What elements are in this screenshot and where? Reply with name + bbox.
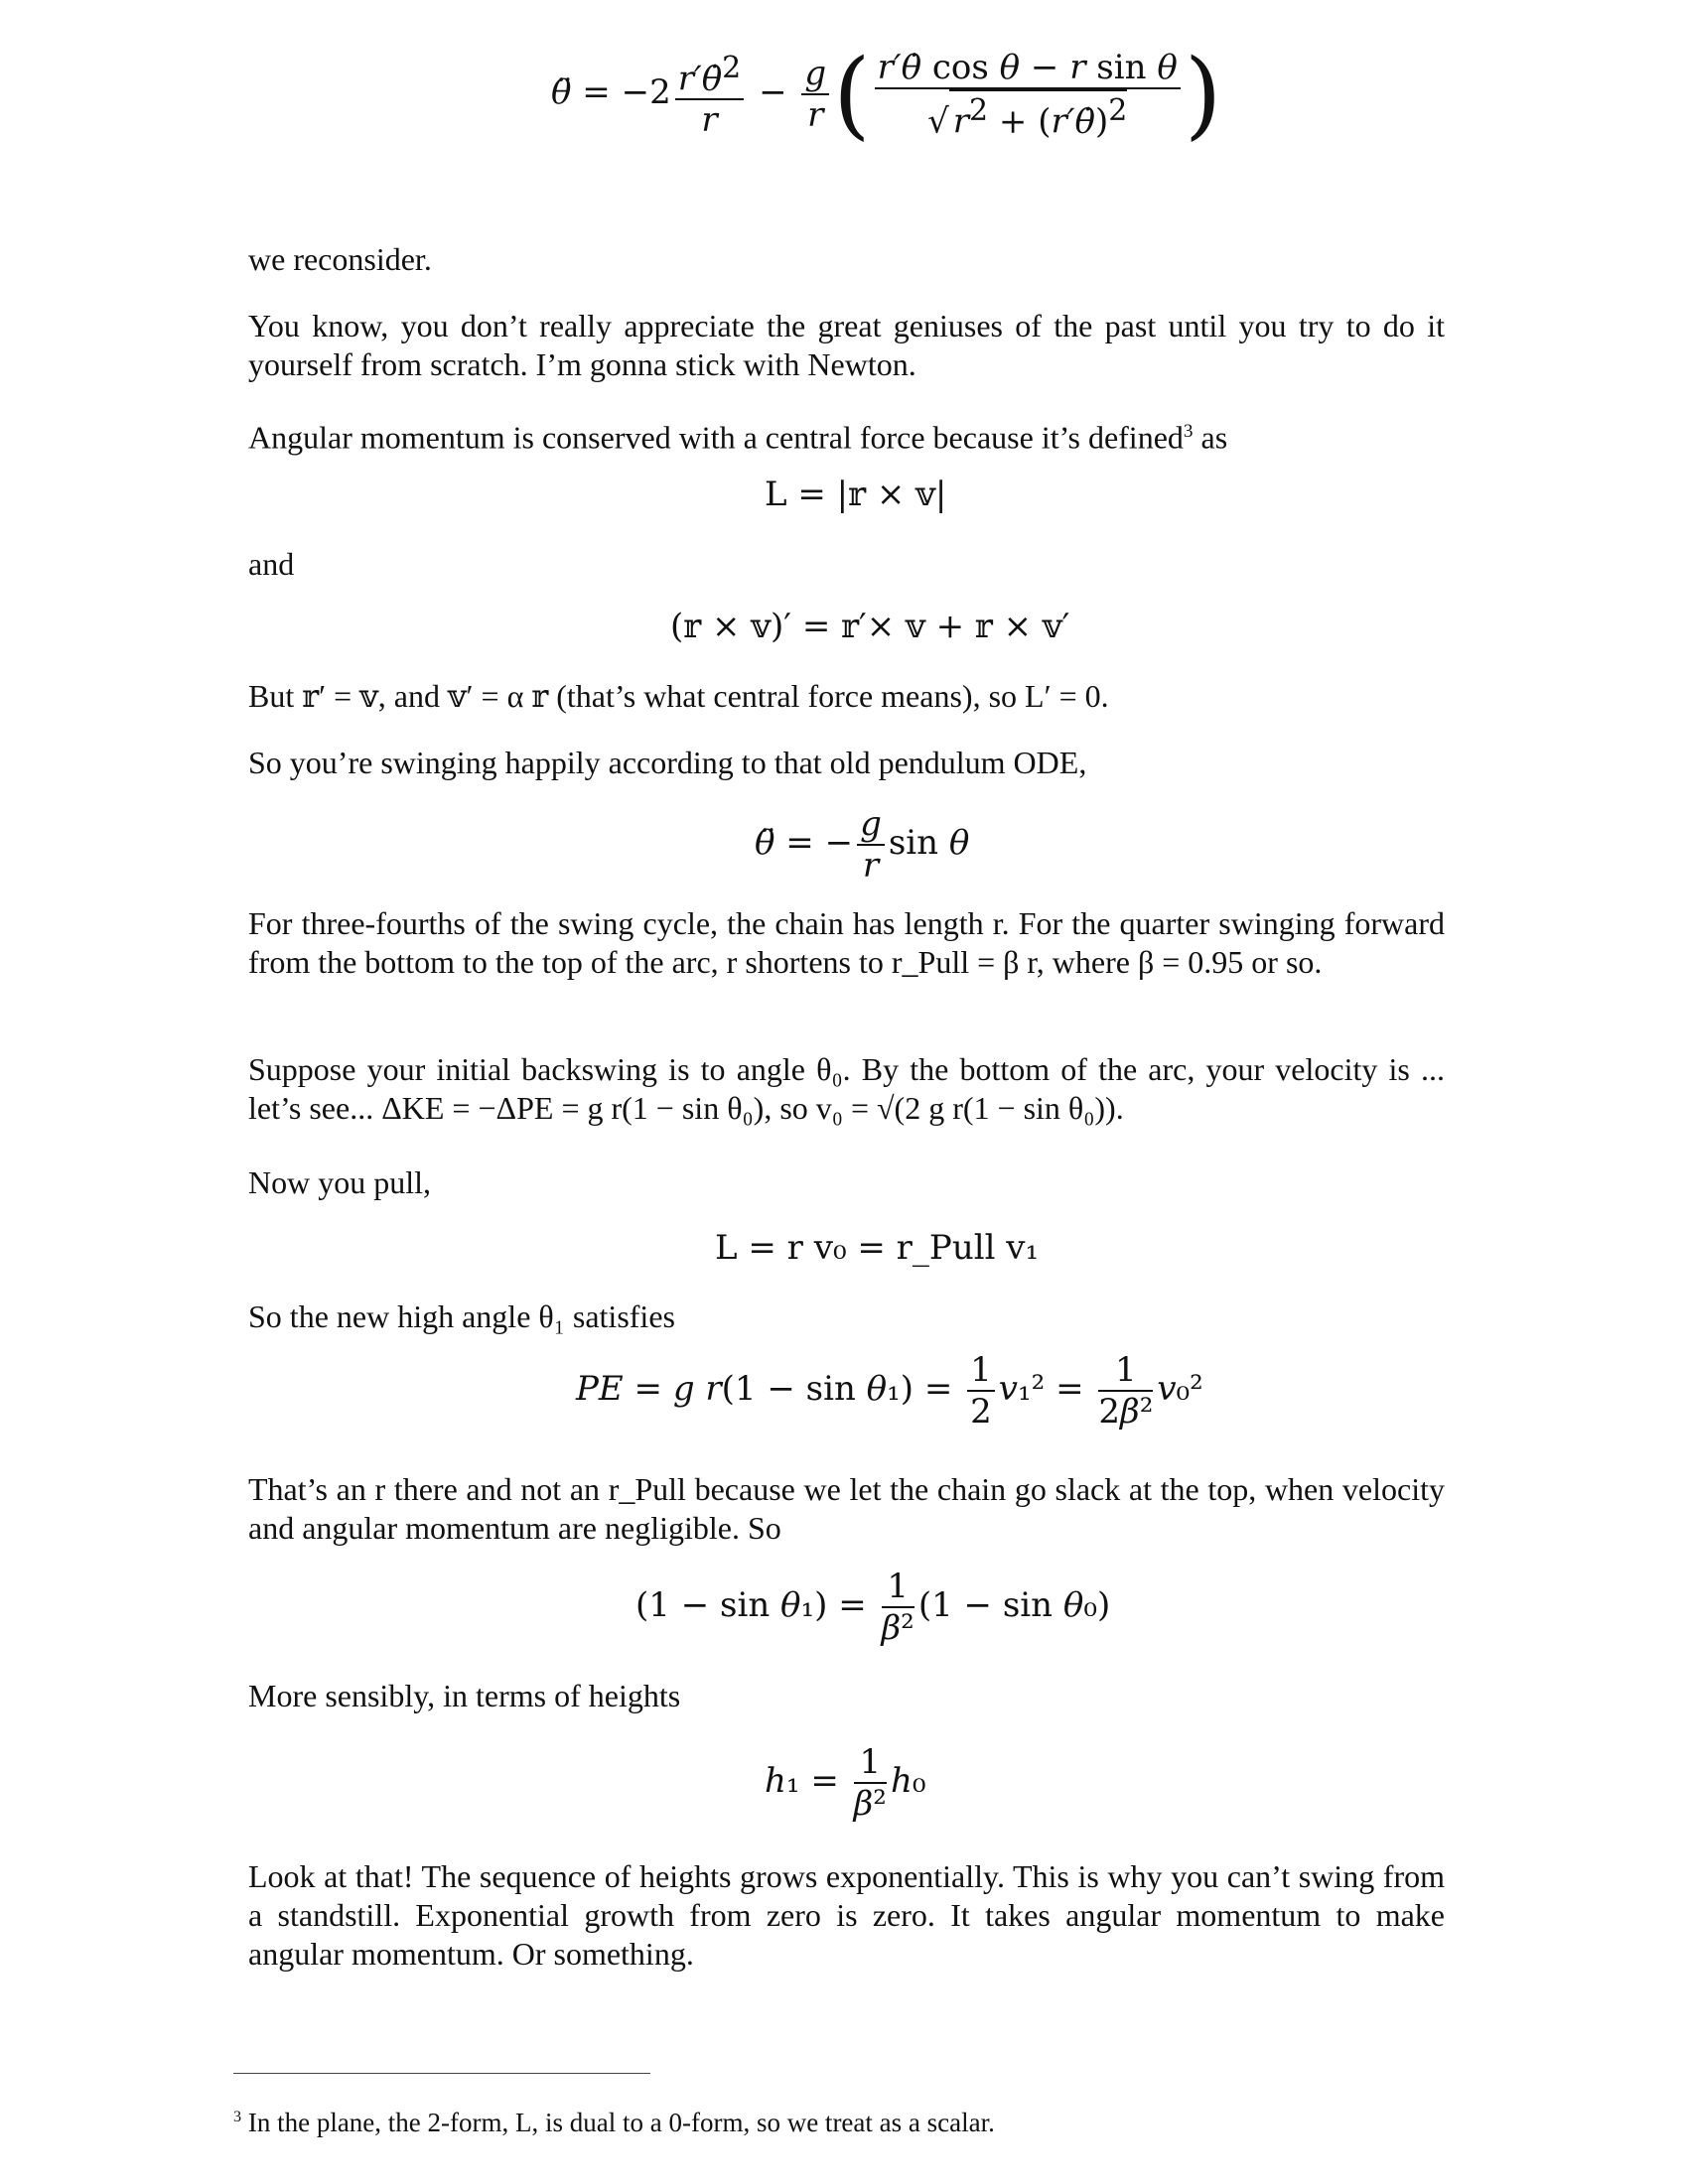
footnote-divider (233, 2073, 650, 2074)
paragraph-angular-momentum (248, 412, 1445, 458)
paragraph-new-angle: So the new high angle θ₁ satisfies (248, 1298, 675, 1334)
eq-heights: h₁ = $\frac{1}{\text{β²}}$ h₀ (765, 1742, 926, 1824)
paragraph-angular-text-end: as (1193, 419, 1228, 456)
paragraph-reconsider: we reconsider. (248, 241, 432, 277)
paragraph-pendulum-ode: So you’re swinging happily according to that old pendulum ODE, (248, 745, 1087, 780)
footnote (233, 2100, 995, 2139)
paragraph-geniuses: You know, you don’t really appreciate the great geniuses of the past until you try to do it yourself from scratch. I’m gonna stick with Newton. (248, 308, 1445, 382)
paragraph-now-pull: Now you pull, (248, 1164, 431, 1200)
footnote-reference[interactable]: 3 (1183, 421, 1194, 442)
eq-sin-ratio: (1 − sin θ₁) = $\frac{1}{\text{β²}}$ (1 − sin θ₀) (635, 1567, 1111, 1648)
footnote-mark: 3 (233, 2108, 242, 2125)
paragraph-heights-intro: More sensibly, in terms of heights (248, 1678, 681, 1713)
eq-theta-accel-full: θ̈ = −2 $\frac{r'\thetȧ^2}{r}$ − $\frac{g}{r}$ ( $\frac{\text{r′θ̇ cos θ − r sin θ}}{√ r^2 + (r'\thetȧ)^2}$ ) (551, 39, 1222, 151)
paragraph-angular-text: Angular momentum is conserved with a central force because it’s defined (248, 419, 1184, 456)
paragraph-slack: That’s an r there and not an r_Pull because we let the chain go slack at the top, when velocity and angular momentum are negligible. So (248, 1471, 1445, 1546)
eq-L-derivative: (𝕣 × 𝕧)′ = 𝕣′× 𝕧 + 𝕣 × 𝕧′ (670, 607, 1070, 646)
paragraph-conclusion: Look at that! The sequence of heights grows exponentially. This is why you can’t swing from a standstill. Exponential growth from zero is zero. It takes angular momentum to make angular momentum. Or something. (248, 1858, 1445, 1972)
eq-angular-momentum: L = r v₀ = r_Pull v₁ (715, 1228, 1040, 1268)
paragraph-three-fourths: For three-fourths of the swing cycle, the chain has length r. For the quarter swinging forward from the bottom to the top of the arc, r shortens to r_Pull = β r, where β = 0.95 or so. (248, 905, 1445, 980)
eq-L-def: L = |𝕣 × 𝕧| (765, 475, 947, 514)
eq-potential-energy: PE = g r(1 − sin θ₁) = $\frac{1}{2}$ v₁² = $\frac{1}{\text{2β²}}$ v₀² (576, 1350, 1203, 1432)
paragraph-and: and (248, 546, 295, 582)
paragraph-backswing: Suppose your initial backswing is to angle θ₀. By the bottom of the arc, your velocity is ... let’s see... ΔKE = −ΔPE = g r(1 − sin θ₀), so v₀ = √(2 g r(1 − sin θ₀)). (248, 1051, 1445, 1126)
paragraph-central-force: But 𝕣′ = 𝕧, and 𝕧′ = α 𝕣 (that’s what central force means), so L′ = 0. (248, 678, 1109, 714)
eq-pendulum: θ̈ = − $\frac{g}{r}$ sin θ (755, 804, 970, 886)
footnote-text: In the plane, the 2-form, L, is dual to a 0-form, so we treat as a scalar. (247, 2108, 995, 2137)
